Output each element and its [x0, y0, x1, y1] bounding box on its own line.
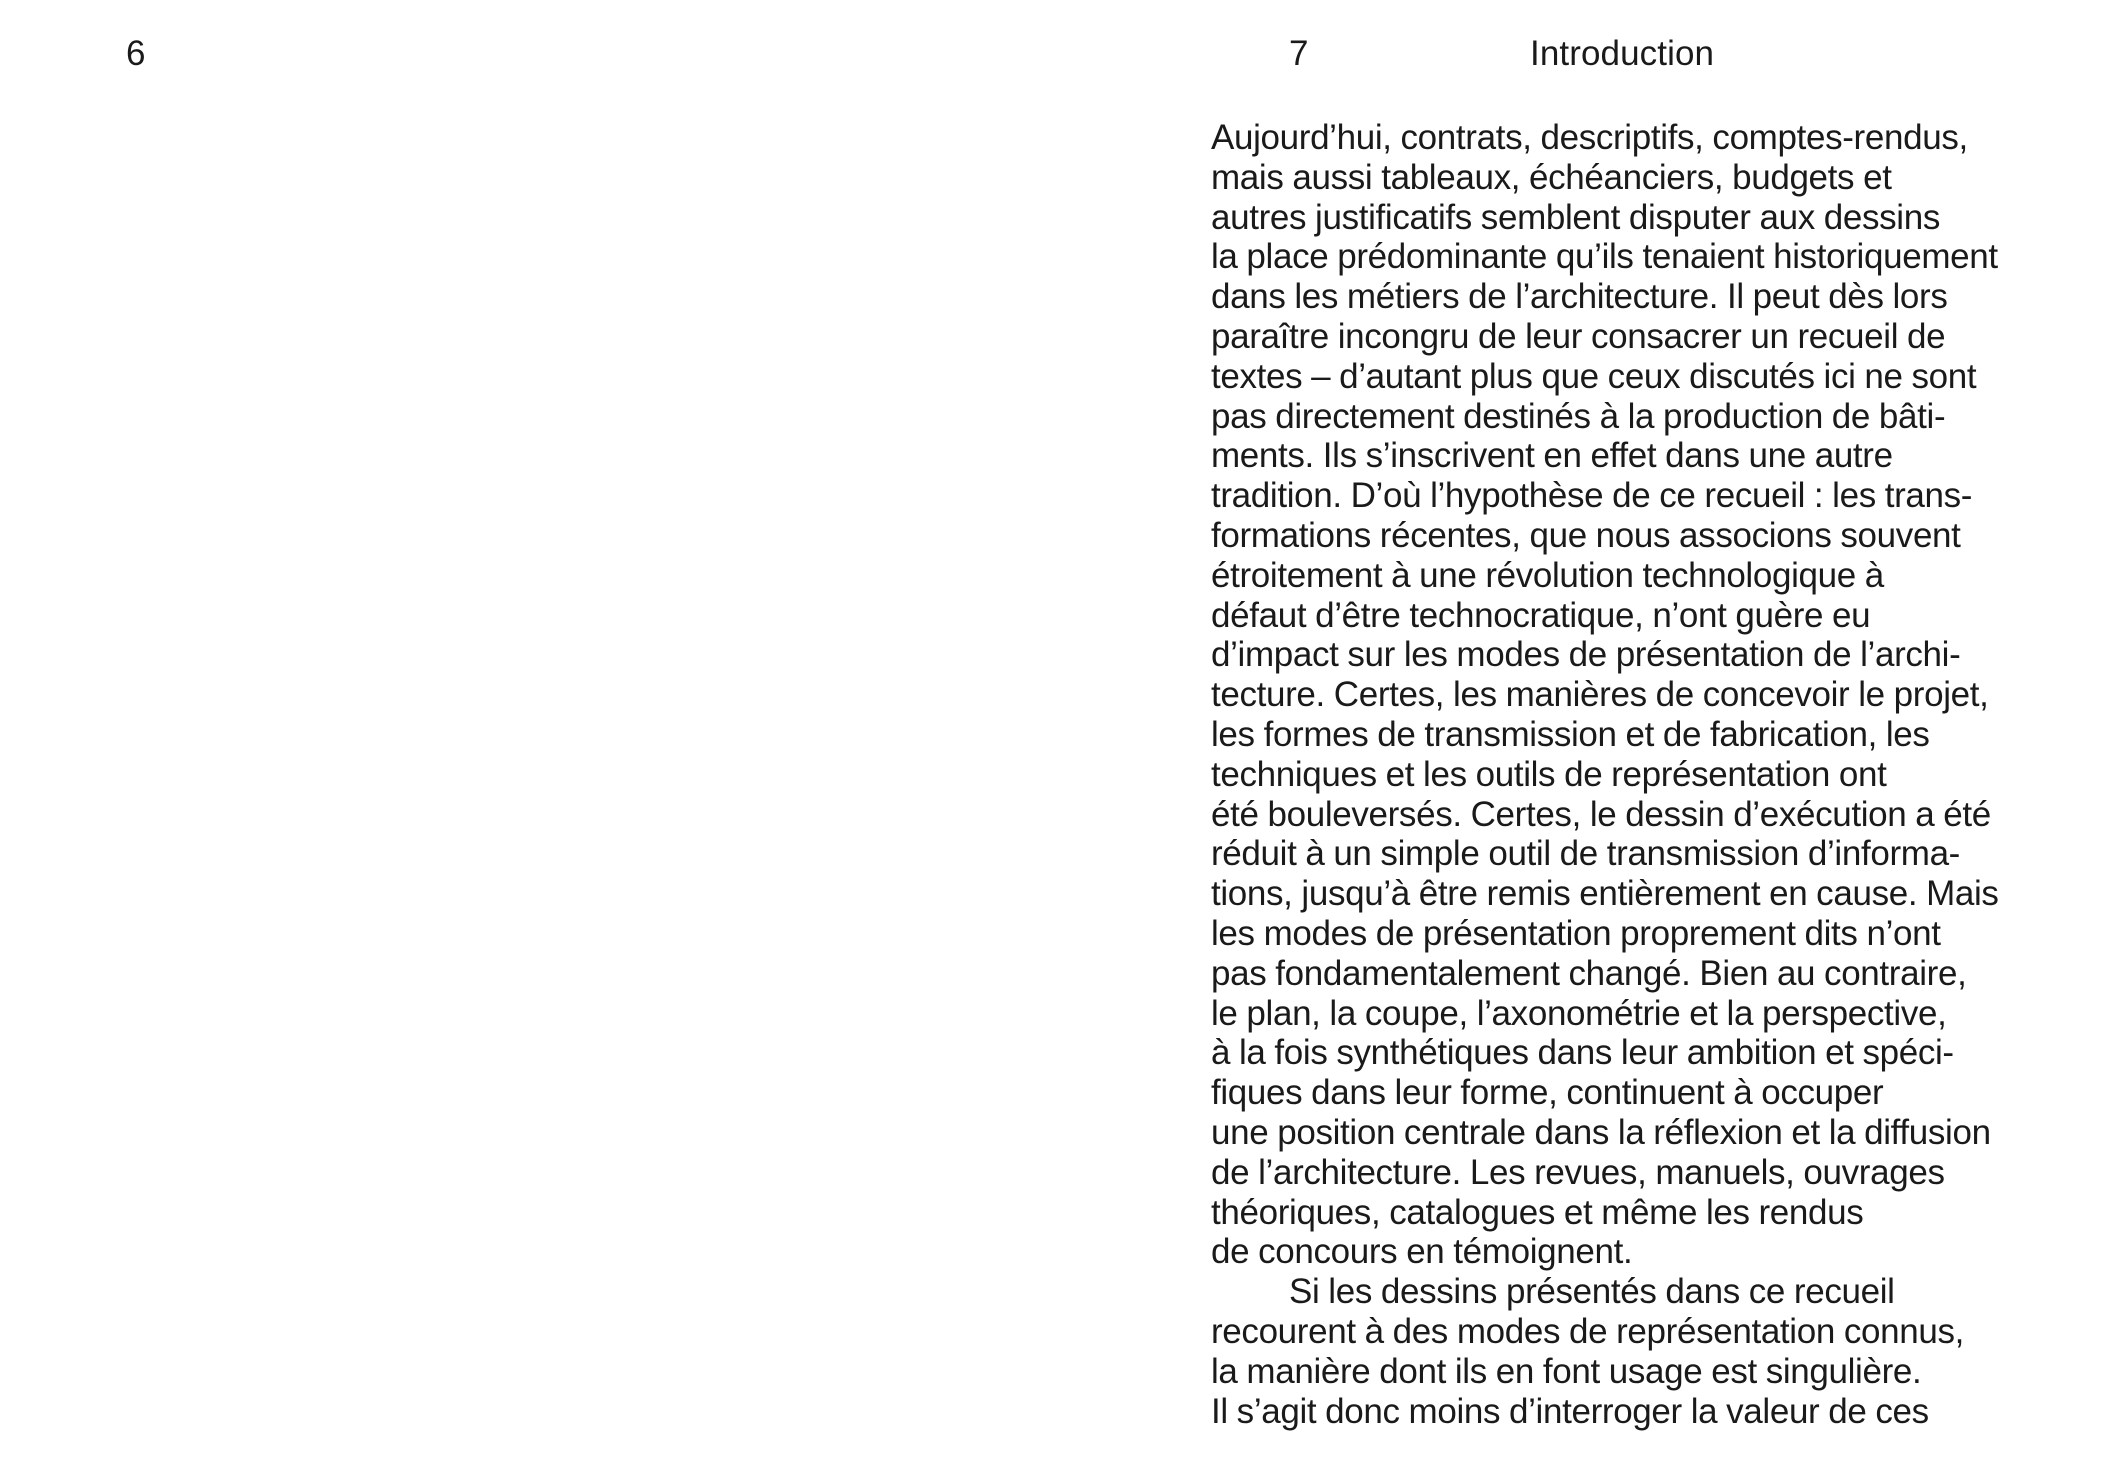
- text-line: Aujourd’hui, contrats, descriptifs, comptes-rendus,: [1211, 118, 1968, 157]
- text-line: mais aussi tableaux, échéanciers, budgets et: [1211, 157, 1892, 197]
- right-page: [1063, 0, 2126, 1457]
- text-line: dans les métiers de l’architecture. Il peut dès lors: [1211, 277, 1948, 317]
- text-line: fiques dans leur forme, continuent à occuper: [1211, 1073, 1884, 1113]
- text-line: une position centrale dans la réflexion et la diffusion: [1211, 1112, 1991, 1152]
- text-line: autres justificatifs semblent disputer aux dessins: [1211, 197, 1940, 237]
- text-line: de l’architecture. Les revues, manuels, ouvrages: [1211, 1152, 1945, 1192]
- text-line: d’impact sur les modes de présentation de l’archi-: [1211, 635, 1961, 675]
- text-line: à la fois synthétiques dans leur ambition et spéci-: [1211, 1033, 1954, 1073]
- text-line: la manière dont ils en font usage est singulière.: [1211, 1351, 1922, 1391]
- text-line: pas directement destinés à la production de bâti-: [1211, 396, 1946, 436]
- text-line: été bouleversés. Certes, le dessin d’exécution a été: [1211, 794, 1991, 834]
- body-text: [1211, 118, 2071, 1431]
- text-line: théoriques, catalogues et même les rendus: [1211, 1192, 1864, 1232]
- text-line: ments. Ils s’inscrivent en effet dans une autre: [1211, 436, 1893, 476]
- text-line: tecture. Certes, les manières de concevoir le projet,: [1211, 675, 1989, 715]
- text-line: recourent à des modes de représentation connus,: [1211, 1311, 1964, 1351]
- text-line: les formes de transmission et de fabrication, les: [1211, 714, 1930, 754]
- text-line: les modes de présentation proprement dits n’ont: [1211, 913, 1941, 953]
- text-line: pas fondamentalement changé. Bien au contraire,: [1211, 953, 1967, 993]
- text-line: techniques et les outils de représentation ont: [1211, 754, 1887, 794]
- page-number-left: 6: [126, 34, 146, 73]
- text-line: défaut d’être technocratique, n’ont guère eu: [1211, 595, 1871, 635]
- text-line: le plan, la coupe, l’axonométrie et la perspective,: [1211, 993, 1947, 1033]
- paragraph-first-line: Si les dessins présentés dans ce recueil: [1289, 1272, 1895, 1312]
- text-line: textes – d’autant plus que ceux discutés ici ne sont: [1211, 356, 1977, 396]
- text-line: la place prédominante qu’ils tenaient historiquement: [1211, 237, 1998, 277]
- page-number-right: 7: [1289, 34, 1309, 73]
- text-line: tions, jusqu’à être remis entièrement en cause. Mais: [1211, 874, 1999, 914]
- text-line: étroitement à une révolution technologique à: [1211, 555, 1884, 595]
- text-line: réduit à un simple outil de transmission d’informa-: [1211, 834, 1960, 874]
- text-line: paraître incongru de leur consacrer un recueil de: [1211, 316, 1946, 356]
- text-line: tradition. D’où l’hypothèse de ce recueil : les trans-: [1211, 476, 1973, 516]
- text-line: formations récentes, que nous associons souvent: [1211, 515, 1961, 555]
- running-head: Introduction: [1530, 34, 1715, 73]
- text-line: de concours en témoignent.: [1211, 1232, 1633, 1272]
- text-line: Il s’agit donc moins d’interroger la valeur de ces: [1211, 1391, 1929, 1431]
